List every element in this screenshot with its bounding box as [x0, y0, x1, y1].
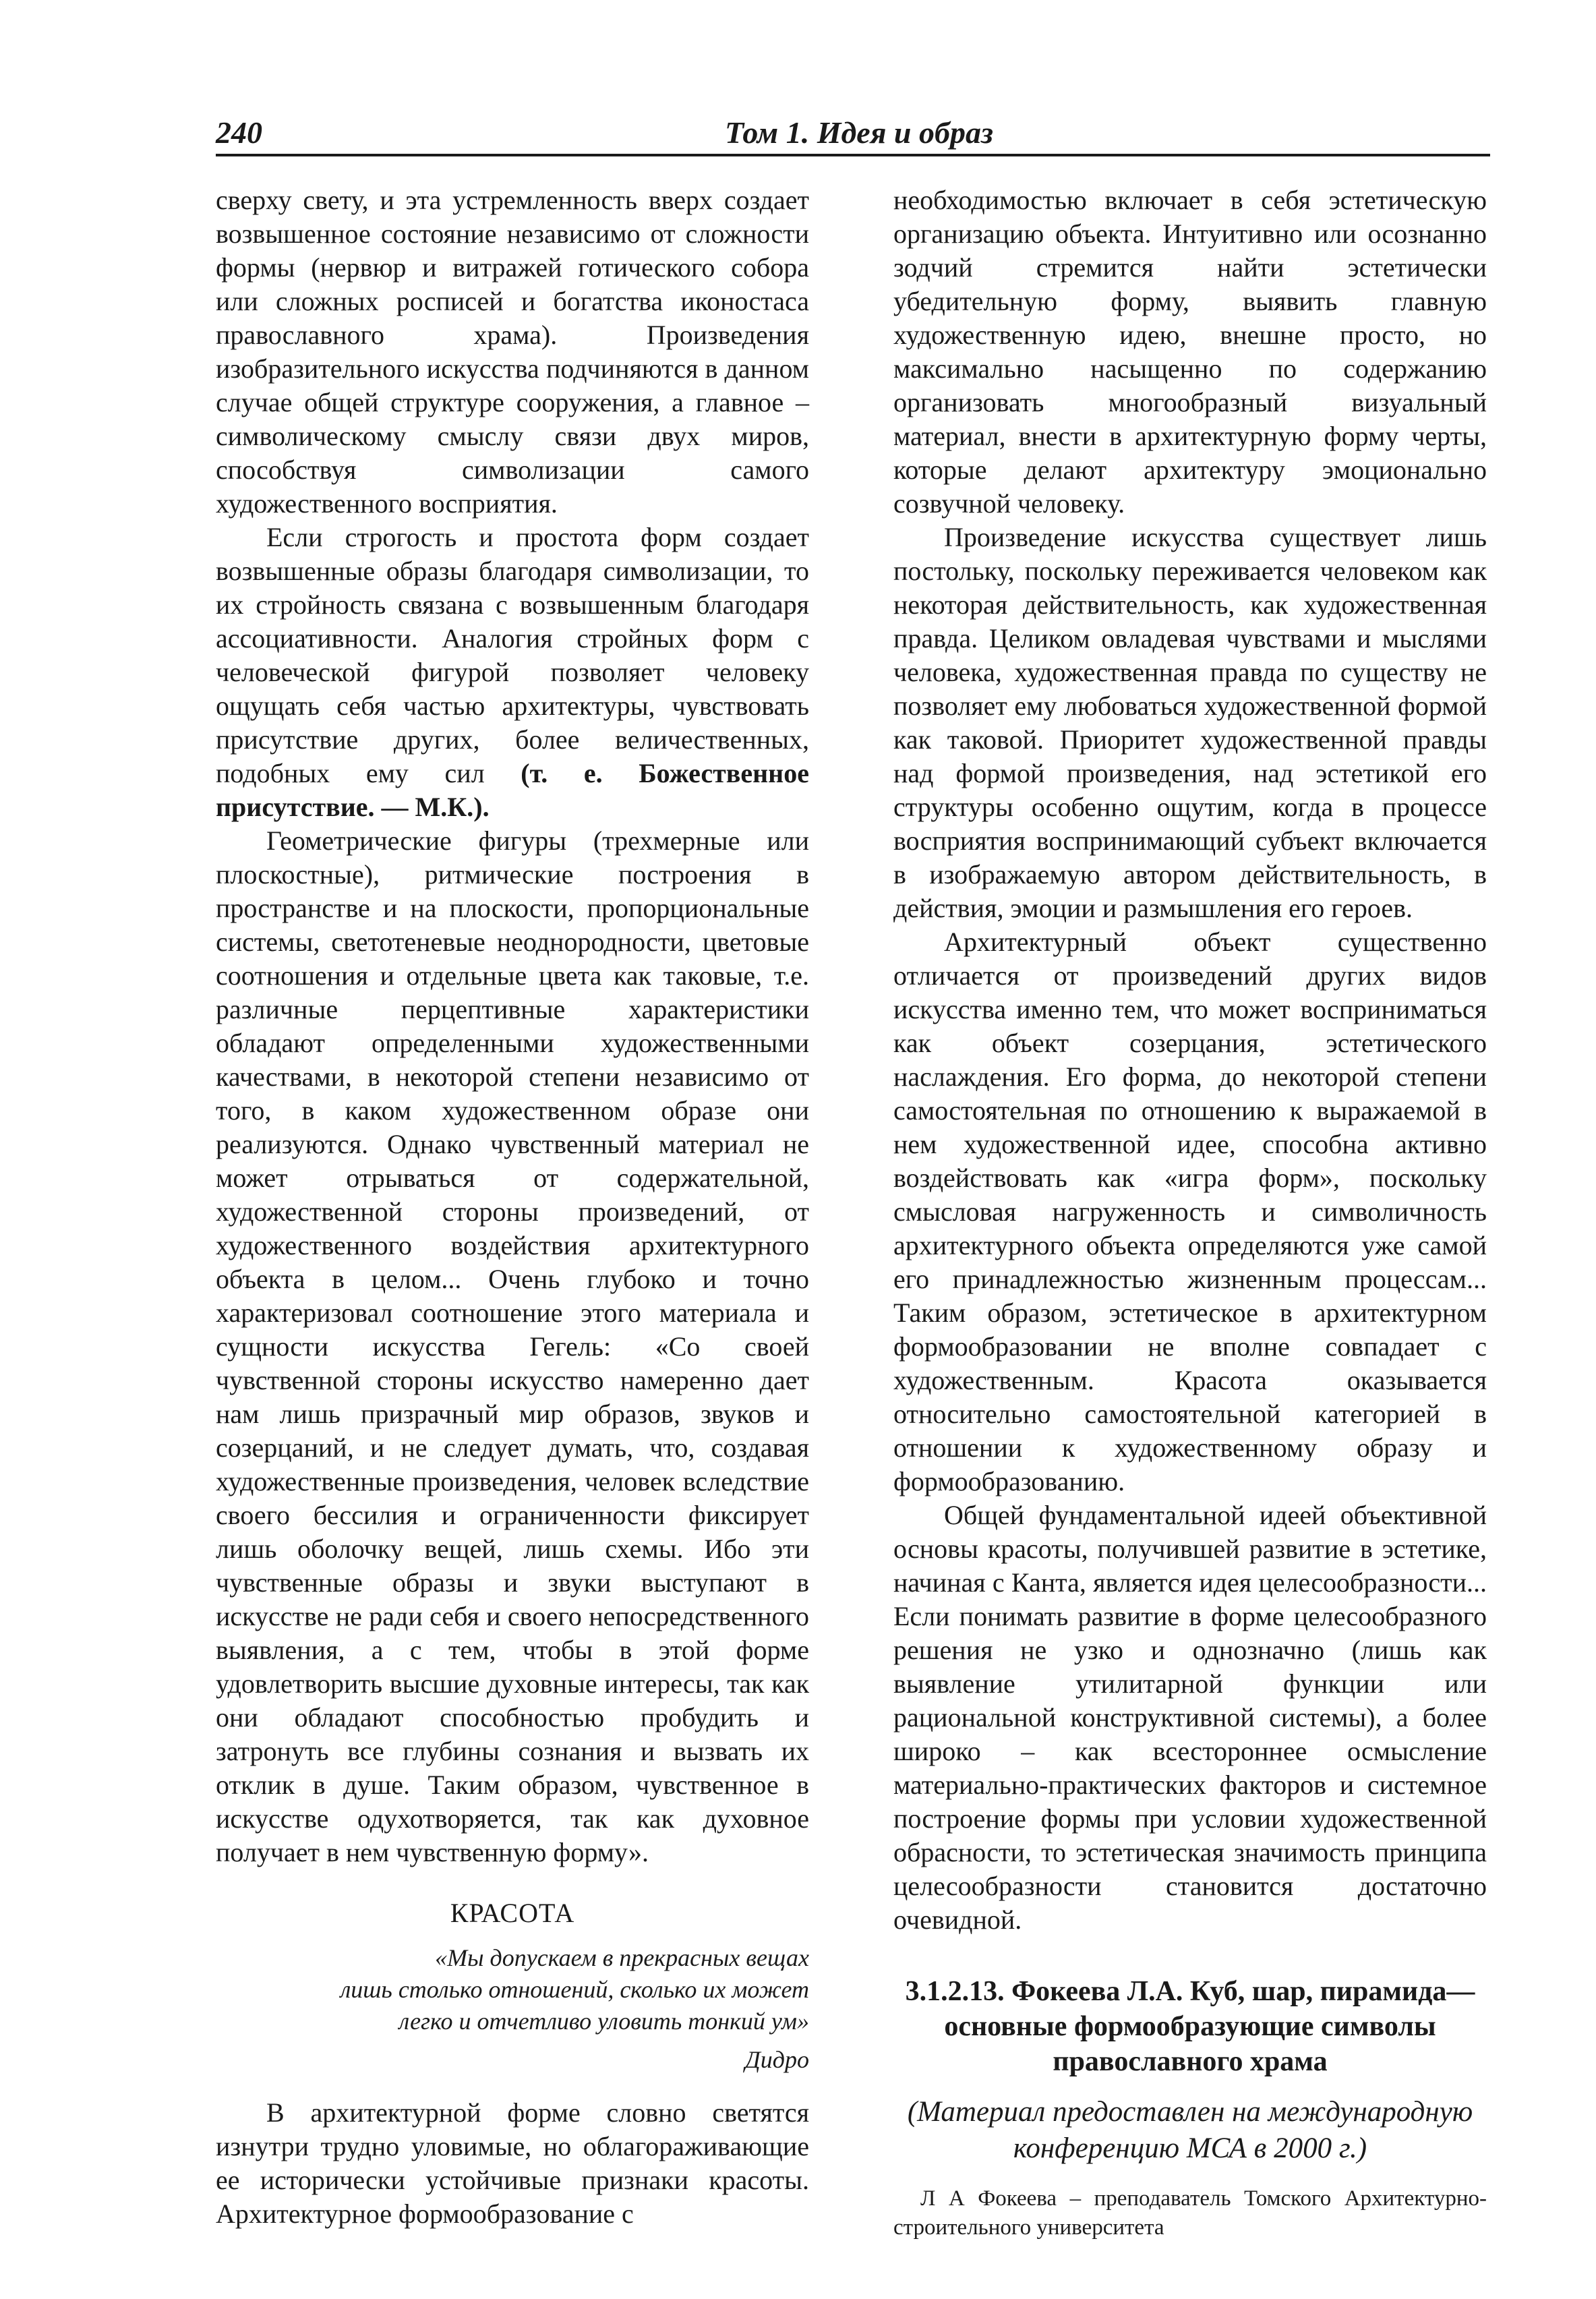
- right-column: [893, 183, 1487, 2242]
- article-note-line: (Материал предоставлен на международную: [907, 2096, 1473, 2128]
- article-note-line: конференцию МСА в 2000 г.): [1013, 2132, 1367, 2164]
- article-source-note: [893, 2094, 1487, 2167]
- left-paragraph-2-text: Если строгость и простота форм создает возвышенные образы благодаря символизации, то их стройность связана с возвышенным благодаря ассоциативности. Аналогия стройных форм с человеческой фигурой позволяет человеку ощущать себя частью архитектуры, чувствовать присутствие других, более величественных, подобных ему сил: [216, 522, 809, 788]
- article-heading-line: 3.1.2.13. Фокеева Л.А. Куб, шар, пирамида—: [905, 1976, 1475, 2007]
- epigraph-author: Дидро: [744, 2046, 809, 2073]
- right-paragraph-3: Архитектурный объект существенно отличается от произведений других видов искусства именно тем, что может восприниматься как объект созерцания, эстетического наслаждения. Его форма, до некоторой степени самостоятельная по отношению к выражаемой в нем художественной идее, способна активно воздействовать как «игра форм», поскольку смысловая нагруженность и символичность архитектурного объекта определяются уже самой его принадлежностью жизненным процессам... Таким образом, эстетическое в архитектурном формообразовании не вполне совпадает с художественным. Красота оказывается относительно самостоятельной категорией в отношении к художественному образу и формообразованию.: [893, 927, 1487, 1496]
- epigraph-line: лишь столько отношений, сколько их может: [340, 1976, 809, 2003]
- right-paragraph-2: Произведение искусства существует лишь постольку, поскольку переживается человеком как некоторая действительность, как художественная правда. Целиком овладевая чувствами и мыслями человека, художественная правда по существу не позволяет ему любоваться художественной формой как таковой. Приоритет художественной правды над формой произведения, над эстетикой его структуры особенно ощутим, когда в процессе восприятия воспринимающий субъект включается в изображаемую автором действительность, в действия, эмоции и размышления его героев.: [893, 522, 1487, 923]
- epigraph-line: «Мы допускаем в прекрасных вещах: [435, 1944, 809, 1971]
- left-paragraph-2: [216, 521, 809, 824]
- section-heading-krasota: КРАСОТА: [450, 1898, 575, 1928]
- author-footnote: Л А Фокеева – преподаватель Томского Архитектурно-строительного университета: [893, 2186, 1487, 2240]
- epigraph: [216, 1942, 809, 2037]
- running-title: Том 1. Идея и образ: [725, 115, 993, 150]
- left-paragraph-3: Геометрические фигуры (трехмерные или плоскостные), ритмические построения в пространстве и на плоскости, пропорциональные системы, светотеневые неоднородности, цветовые соотношения и отдельные цвета как таковые, т.е. различные перцептивные характеристики обладают определенными художественными качествами, в некоторой степени независимо от того, в каком художественном образе они реализуются. Однако чувственный материал не может отрываться от содержательной, художественной стороны произведений, от художественного воздействия архитектурного объекта в целом... Очень глубоко и точно характеризовал соотношение этого материала и сущности искусства Гегель: «Со своей чувственной стороны искусство намеренно дает нам лишь призрачный мир образов, звуков и созерцаний, и не следует думать, что, создавая художественные произведения, человек вследствие своего бессилия и ограниченности фиксирует лишь оболочку вещей, лишь схемы. Ибо эти чувственные образы и звуки выступают в искусстве не ради себя и своего непосредственного выявления, а с тем, чтобы в этой форме удовлетворить высшие духовные интересы, так как они обладают способностью пробудить и затронуть все глубины сознания и вызвать их отклик в душе. Таким образом, чувственное в искусстве одухотворяется, так как духовное получает в нем чувственную форму».: [216, 825, 809, 1867]
- editor-note: (т. е. Божественное присутствие. — М.К.).: [216, 758, 809, 822]
- running-header: [216, 115, 1490, 156]
- left-paragraph-1: сверху свету, и эта устремленность вверх создает возвышенное состояние независимо от сложности формы (нервюр и витражей готического собора или сложных росписей и богатства иконостаса православного храма). Произведения изобразительного искусства подчиняются в данном случае общей структуре сооружения, а главное – символическому смыслу связи двух миров, способствуя символизации самого художественного восприятия.: [216, 185, 809, 519]
- right-paragraph-1: необходимостью включает в себя эстетическую организацию объекта. Интуитивно или осознанно зодчий стремится найти эстетически убедительную форму, выявить главную художественную идею, внешне просто, но максимально насыщенно по содержанию организовать многообразный визуальный материал, внести в архитектурную форму черты, которые делают архитектуру эмоционально созвучной человеку.: [893, 185, 1487, 519]
- left-paragraph-4: В архитектурной форме словно светятся изнутри трудно уловимые, но облагораживающие ее исторически устойчивые признаки красоты. Архитектурное формообразование с: [216, 2097, 809, 2229]
- article-heading-line: православного храма: [1053, 2046, 1328, 2077]
- page-number: 240: [216, 115, 262, 150]
- epigraph-line: легко и отчетливо уловить тонкий ум»: [398, 2008, 809, 2035]
- left-column: [216, 183, 809, 2231]
- article-heading-line: основные формообразующие символы: [944, 2011, 1436, 2042]
- article-heading: [893, 1974, 1487, 2079]
- right-paragraph-4: Общей фундаментальной идеей объективной основы красоты, получившей развитие в эстетике, начиная с Канта, является идея целесообразности... Если понимать развитие в форме целесообразного решения не узко и однозначно (лишь как выявление утилитарной функции или рациональной конструктивной системы), а более широко – как всестороннее осмысление материально-практических факторов и системное построение формы при условии художественной обрасности, то эстетическая значимость принципа целесообразности становится достаточно очевидной.: [893, 1500, 1487, 1935]
